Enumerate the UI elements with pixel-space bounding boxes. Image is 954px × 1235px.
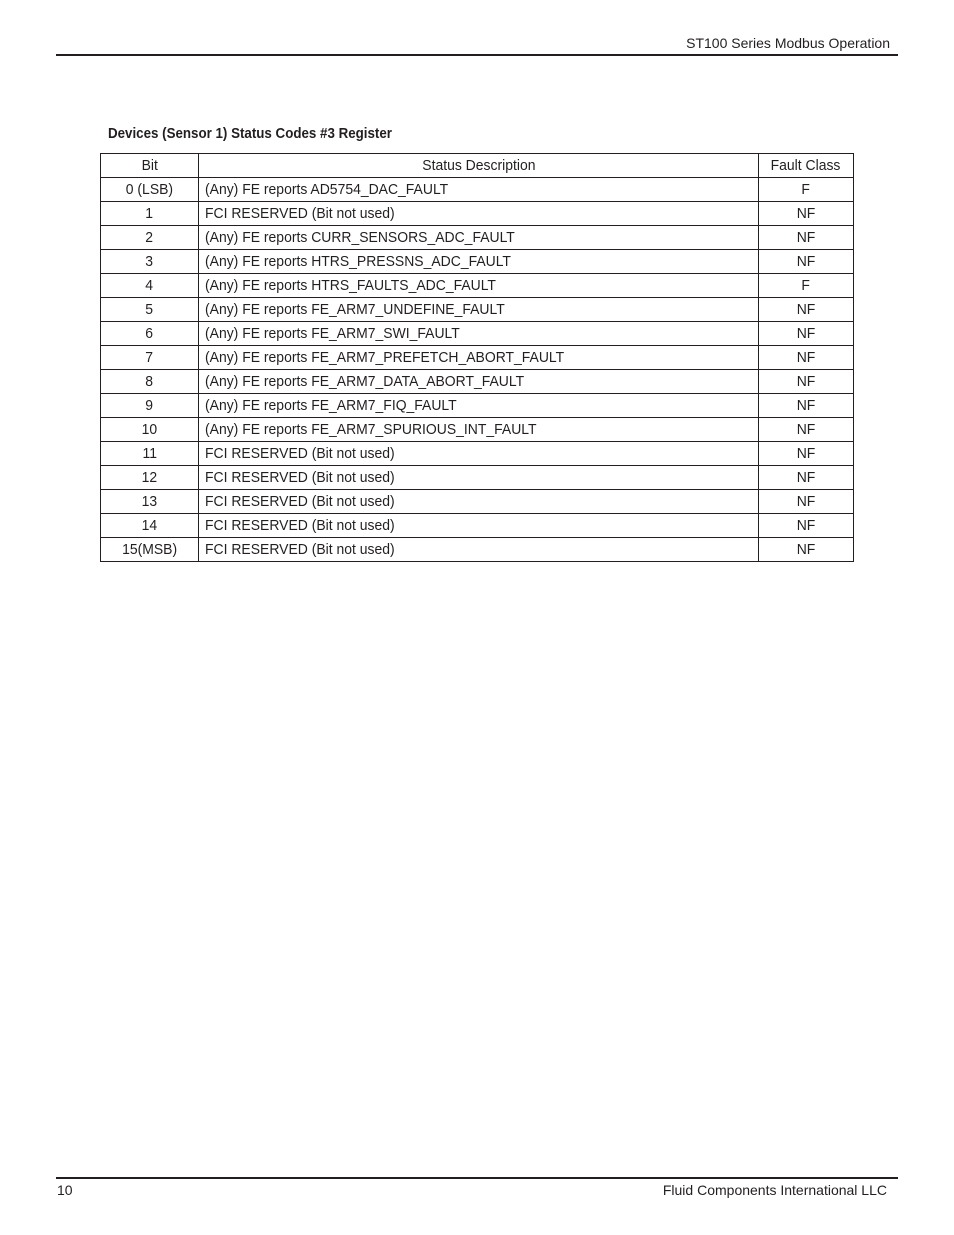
- fault-class-cell: NF: [759, 442, 854, 466]
- table-row: [101, 418, 854, 442]
- bit-cell: 2: [101, 226, 199, 250]
- table-row: [101, 250, 854, 274]
- column-header-bit: Bit: [101, 154, 199, 178]
- bit-cell: 6: [101, 322, 199, 346]
- table-header-row: [101, 154, 854, 178]
- table-row: [101, 538, 854, 562]
- bit-cell: 9: [101, 394, 199, 418]
- table-row: [101, 298, 854, 322]
- table-row: [101, 202, 854, 226]
- status-description-cell: (Any) FE reports FE_ARM7_DATA_ABORT_FAULT: [199, 370, 759, 394]
- fault-class-cell: NF: [759, 298, 854, 322]
- footer-company-name: Fluid Components International LLC: [662, 1182, 887, 1198]
- header-rule: [56, 54, 898, 56]
- bit-cell: 15(MSB): [101, 538, 199, 562]
- status-description-cell: (Any) FE reports FE_ARM7_SWI_FAULT: [199, 322, 759, 346]
- fault-class-cell: NF: [759, 490, 854, 514]
- status-description-cell: (Any) FE reports FE_ARM7_UNDEFINE_FAULT: [199, 298, 759, 322]
- fault-class-cell: NF: [759, 202, 854, 226]
- status-description-cell: (Any) FE reports AD5754_DAC_FAULT: [199, 178, 759, 202]
- table-row: [101, 346, 854, 370]
- status-description-cell: FCI RESERVED (Bit not used): [199, 442, 759, 466]
- bit-cell: 1: [101, 202, 199, 226]
- table-row: [101, 178, 854, 202]
- column-header-status-description: Status Description: [199, 154, 759, 178]
- status-codes-table: [100, 153, 854, 562]
- table-row: [101, 322, 854, 346]
- fault-class-cell: NF: [759, 226, 854, 250]
- bit-cell: 7: [101, 346, 199, 370]
- column-header-fault-class: Fault Class: [759, 154, 854, 178]
- table-row: [101, 370, 854, 394]
- fault-class-cell: NF: [759, 322, 854, 346]
- table-row: [101, 514, 854, 538]
- table-row: [101, 226, 854, 250]
- table-row: [101, 442, 854, 466]
- fault-class-cell: F: [759, 274, 854, 298]
- fault-class-cell: NF: [759, 514, 854, 538]
- status-description-cell: (Any) FE reports CURR_SENSORS_ADC_FAULT: [199, 226, 759, 250]
- running-header-title: ST100 Series Modbus Operation: [686, 35, 890, 51]
- fault-class-cell: F: [759, 178, 854, 202]
- fault-class-cell: NF: [759, 418, 854, 442]
- status-description-cell: FCI RESERVED (Bit not used): [199, 466, 759, 490]
- table-row: [101, 274, 854, 298]
- bit-cell: 10: [101, 418, 199, 442]
- status-description-cell: (Any) FE reports FE_ARM7_FIQ_FAULT: [199, 394, 759, 418]
- fault-class-cell: NF: [759, 250, 854, 274]
- bit-cell: 3: [101, 250, 199, 274]
- bit-cell: 12: [101, 466, 199, 490]
- fault-class-cell: NF: [759, 394, 854, 418]
- status-description-cell: (Any) FE reports FE_ARM7_PREFETCH_ABORT_FAULT: [199, 346, 759, 370]
- bit-cell: 8: [101, 370, 199, 394]
- fault-class-cell: NF: [759, 346, 854, 370]
- bit-cell: 4: [101, 274, 199, 298]
- fault-class-cell: NF: [759, 466, 854, 490]
- footer-rule: [56, 1177, 898, 1179]
- table-caption: Devices (Sensor 1) Status Codes #3 Register: [108, 126, 392, 142]
- table-row: [101, 394, 854, 418]
- page-number: 10: [57, 1182, 73, 1198]
- bit-cell: 11: [101, 442, 199, 466]
- status-description-cell: (Any) FE reports HTRS_PRESSNS_ADC_FAULT: [199, 250, 759, 274]
- bit-cell: 0 (LSB): [101, 178, 199, 202]
- table-body: [101, 178, 854, 562]
- fault-class-cell: NF: [759, 538, 854, 562]
- status-description-cell: FCI RESERVED (Bit not used): [199, 514, 759, 538]
- status-description-cell: FCI RESERVED (Bit not used): [199, 538, 759, 562]
- table-row: [101, 490, 854, 514]
- status-description-cell: FCI RESERVED (Bit not used): [199, 202, 759, 226]
- bit-cell: 14: [101, 514, 199, 538]
- bit-cell: 5: [101, 298, 199, 322]
- status-description-cell: (Any) FE reports HTRS_FAULTS_ADC_FAULT: [199, 274, 759, 298]
- table-row: [101, 466, 854, 490]
- fault-class-cell: NF: [759, 370, 854, 394]
- status-description-cell: (Any) FE reports FE_ARM7_SPURIOUS_INT_FAULT: [199, 418, 759, 442]
- status-description-cell: FCI RESERVED (Bit not used): [199, 490, 759, 514]
- bit-cell: 13: [101, 490, 199, 514]
